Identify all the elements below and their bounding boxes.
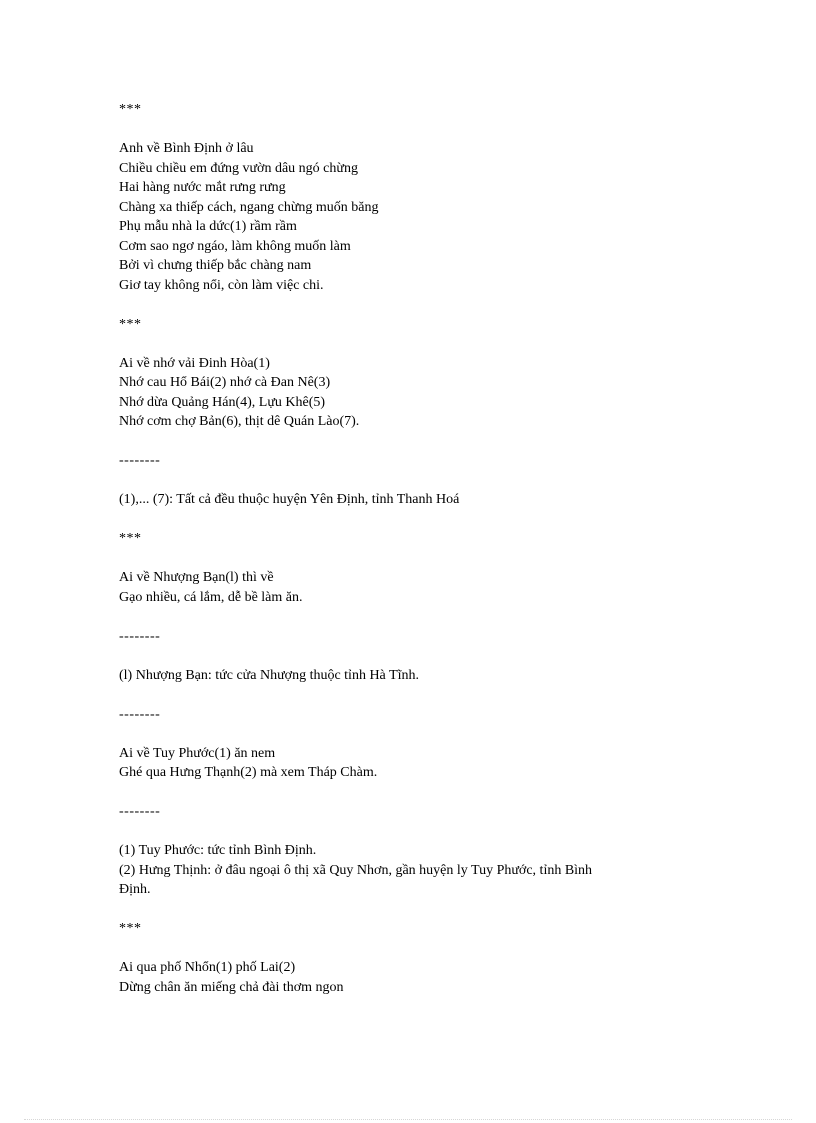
footnote-separator: -------- <box>119 628 161 644</box>
text-line: (1),... (7): Tất cả đều thuộc huyện Yên Định, tỉnh Thanh Hoá <box>119 492 460 507</box>
text-line: (1) Tuy Phước: tức tỉnh Bình Định. <box>119 843 317 858</box>
text-line: Dừng chân ăn miếng chả đài thơm ngon <box>119 979 344 995</box>
page-bottom-divider <box>24 1119 792 1120</box>
text-line: Nhớ cơm chợ Bản(6), thịt dê Quán Lào(7). <box>119 414 360 429</box>
text-line: Phụ mẫu nhà la dức(1) rầm rầm <box>119 219 297 234</box>
text-line: Chiều chiều em đứng vườn dâu ngó chừng <box>119 160 358 176</box>
text-line: Ai về Tuy Phước(1) ăn nem <box>119 745 276 761</box>
text-block <box>119 744 679 783</box>
stanza-separator: *** <box>119 531 142 546</box>
text-line: (l) Nhượng Bạn: tức cửa Nhượng thuộc tỉnh Hà Tĩnh. <box>119 667 419 683</box>
text-line: Nhớ dừa Quảng Hán(4), Lựu Khê(5) <box>119 394 326 410</box>
text-line: Anh về Bình Định ở lâu <box>119 141 254 156</box>
text-block <box>119 958 679 997</box>
poem-content <box>119 100 679 1017</box>
text-line: Hai hàng nước mắt rưng rưng <box>119 180 286 195</box>
text-block <box>119 568 679 607</box>
text-line: Nhớ cau Hổ Bái(2) nhớ cà Đan Nê(3) <box>119 375 331 390</box>
text-line: Giơ tay không nổi, còn làm việc chi. <box>119 277 324 293</box>
text-line: Định. <box>119 882 151 897</box>
text-block <box>119 139 679 295</box>
text-line: Gạo nhiều, cá lắm, dễ bề làm ăn. <box>119 589 303 605</box>
text-line: Ghé qua Hưng Thạnh(2) mà xem Tháp Chàm. <box>119 765 378 780</box>
text-line: Ai về nhớ vải Đinh Hòa(1) <box>119 355 270 371</box>
text-line: (2) Hưng Thịnh: ở đâu ngoại ô thị xã Quy Nhơn, gần huyện ly Tuy Phước, tỉnh Bình <box>119 862 593 878</box>
text-block <box>119 666 679 686</box>
footnote-separator: -------- <box>119 453 161 468</box>
text-line: Chàng xa thiếp cách, ngang chừng muốn băng <box>119 199 379 215</box>
stanza-separator: *** <box>119 316 142 332</box>
text-block <box>119 841 679 900</box>
stanza-separator: *** <box>119 102 142 117</box>
text-block <box>119 490 679 510</box>
footnote-separator: -------- <box>119 706 161 722</box>
footnote-separator: -------- <box>119 804 161 819</box>
text-line: Ai qua phố Nhổn(1) phố Lai(2) <box>119 960 296 975</box>
text-line: Cơm sao ngơ ngáo, làm không muốn làm <box>119 238 351 254</box>
text-block <box>119 354 679 432</box>
text-line: Bởi vì chưng thiếp bắc chàng nam <box>119 258 312 273</box>
stanza-separator: *** <box>119 921 142 936</box>
text-line: Ai về Nhượng Bạn(l) thì về <box>119 570 274 585</box>
